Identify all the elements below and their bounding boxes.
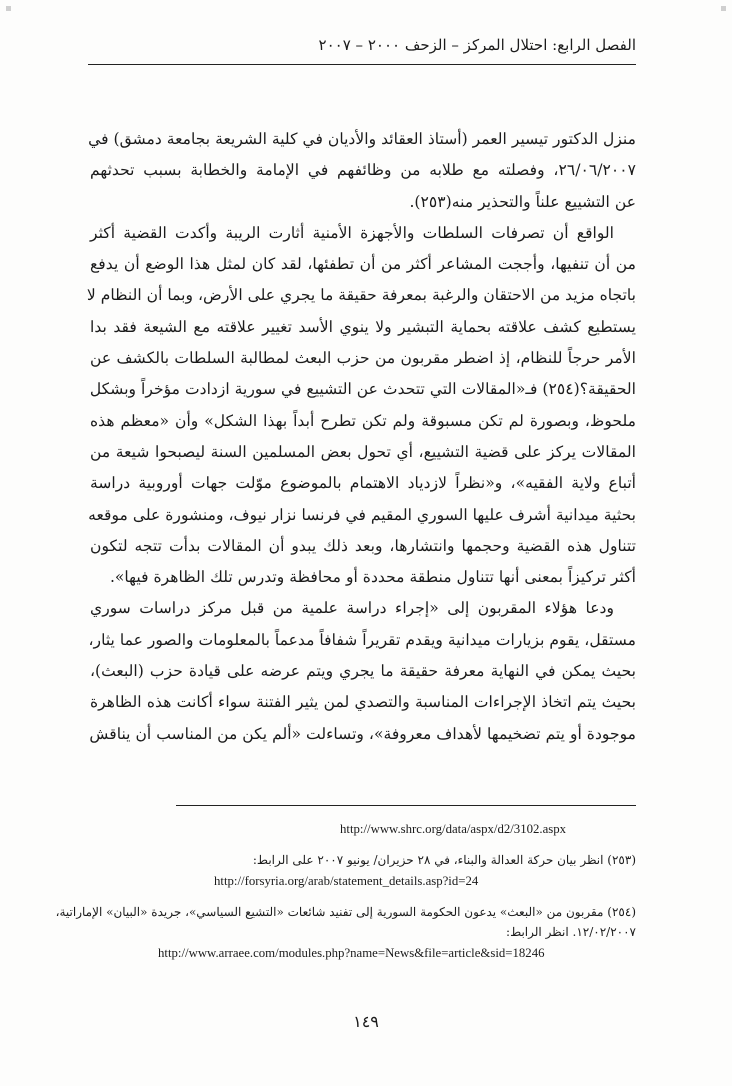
running-title: الفصل الرابع: احتلال المركز – الزحف ٢٠٠٠ – ٢٠٠٧ — [318, 36, 636, 54]
running-header — [88, 30, 636, 65]
footnote-url: http://forsyria.org/arab/statement_details.asp?id=24 — [214, 874, 479, 888]
body-line: من أن تنفيها، وأججت المشاعر أكثر من أن تطفئها، لقد كان لمثل هذا الوضع أن يدفع — [90, 255, 636, 274]
body-line: ودعا هؤلاء المقربون إلى «إجراء دراسة علمية من قبل مركز دراسات سوري — [90, 599, 614, 618]
body-line: يستطيع كشف علاقته بحماية التبشير ولا ينوي الأسد تغيير علاقته مع الشيعة فقد بدا — [90, 317, 636, 336]
body-line: بحيث يمكن في النهاية معرفة حقيقة ما يجري ويتم عرضه على قيادة حزب (البعث)، — [90, 662, 636, 681]
scan-artifact — [721, 6, 726, 11]
footnote-divider — [176, 805, 636, 806]
footnote-253: (٢٥٣) انظر بيان حركة العدالة والبناء، في ٢٨ حزيران/ يونيو ٢٠٠٧ على الرابط: — [252, 853, 636, 867]
footnote-url: http://www.shrc.org/data/aspx/d2/3102.aspx — [340, 822, 567, 836]
scan-artifact — [6, 6, 11, 11]
body-line: تتناول هذه القضية وحجمها وانتشارها، وبعد ذلك يبدو أن المقالات بدأت تتجه لتكون — [90, 536, 636, 555]
body-line: أتباع ولاية الفقيه»، و«نظراً لازدياد الاهتمام بالموضوع موّلت جهات أوروبية دراسة — [90, 474, 636, 493]
body-line: بحثية ميدانية أشرف عليها السوري المقيم في فرنسا نزار نيوف، ومنشورة على موقعه — [88, 505, 636, 524]
body-line: الحقيقة؟(٢٥٤) فـ«المقالات التي تتحدث عن التشييع في سورية ازدادت مؤخراً وبشكل — [89, 380, 636, 399]
footnote-254: (٢٥٤) مقربون من «البعث» يدعون الحكومة السورية إلى تفنيد شائعات «التشيع السياسي»، جريدة «البيان» الإماراتية، — [55, 905, 636, 919]
body-line: الواقع أن تصرفات السلطات والأجهزة الأمنية أثارت الريبة وأكدت القضية أكثر — [90, 223, 614, 242]
body-line: منزل الدكتور تيسير العمر (أستاذ العقائد والأديان في كلية الشريعة بجامعة دمشق) في — [88, 130, 636, 148]
body-line: ملحوظ، وبصورة لم تكن مسبوقة ولم تكن تطرح أبداً بهذا الشكل» وأن «معظم هذه — [90, 411, 636, 430]
body-line: المقالات يركز على قضية التشييع، أي تحول بعض المسلمين السنة ليصبحوا شيعة من — [90, 442, 636, 461]
body-line: عن التشييع علناً والتحذير منه(٢٥٣). — [409, 192, 636, 211]
body-line: مستقل، يقوم بزيارات ميدانية ويقدم تقريراً شفافاً مدعماً بالمعلومات والصور عما يثار، — [88, 630, 636, 649]
body-line: أكثر تركيزاً بمعنى أنها تتناول منطقة محددة أو محافظة وتدرس تلك الظاهرة فيها». — [109, 568, 636, 587]
footnote-254-cont: ١٢/٠٢/٢٠٠٧. انظر الرابط: — [506, 925, 636, 939]
body-line: موجودة أو يتم تضخيمها لأهداف معروفة»، وتساءلت «ألم يكن من المناسب أن يناقش — [89, 724, 636, 743]
body-line: الأمر حرجاً للنظام، إذ اضطر مقربون من حزب البعث لمطالبة السلطات بالكشف عن — [90, 349, 636, 368]
body-line: ٢٦/٠٦/٢٠٠٧، وفصلته مع طلابه من وظائفهم في الإمامة والخطابة بسبب تحدثهم — [90, 161, 636, 180]
footnote-url: http://www.arraee.com/modules.php?name=News&file=article&sid=18246 — [158, 946, 545, 960]
body-line: بحيث يتم اتخاذ الإجراءات المناسبة والتصدي لمن يثير الفتنة سواء أكانت هذه الظاهرة — [90, 693, 636, 712]
page-number: ١٤٩ — [353, 1012, 379, 1031]
body-text — [86, 124, 636, 750]
footnotes — [55, 818, 636, 964]
body-line: باتجاه مزيد من الاحتقان والرغبة بمعرفة حقيقة ما يجري على الأرض، وبما أن النظام لا — [86, 286, 636, 305]
